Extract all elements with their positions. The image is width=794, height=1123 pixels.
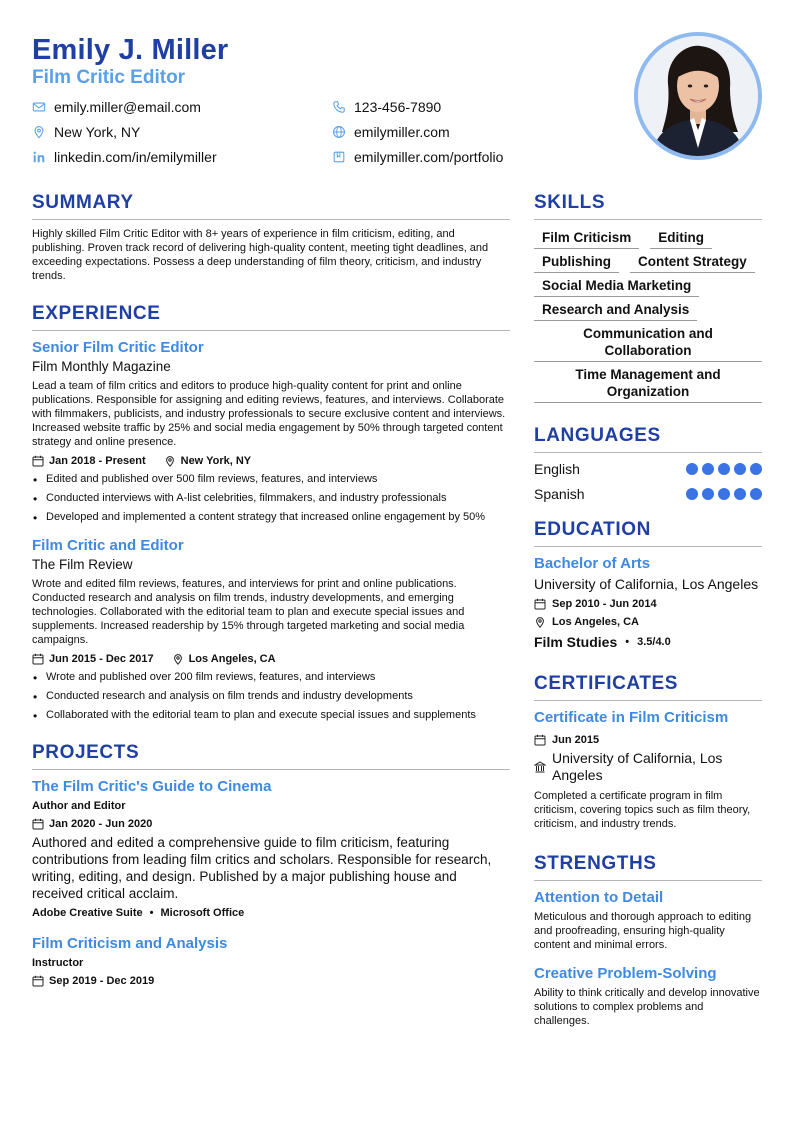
- job-description: Lead a team of film critics and editors to produce high-quality content for print and online publications. Responsible for assigning and editing reviews, features, and interviews. Collaborate with filmmakers, publicists, and industry professionals to secure exclusive content and interviews. Increased website traffic by 25% and social media engagement by 50% through targeted content strategy and online presence.: [32, 380, 506, 448]
- globe-icon: [332, 125, 346, 139]
- job-bullet: • Wrote and published over 200 film reviews, features, and interviews: [32, 670, 510, 684]
- language-name: Spanish: [534, 486, 585, 502]
- language-row: [534, 460, 762, 478]
- strength-description: Ability to think critically and develop innovative solutions to complex problems and challenges.: [534, 987, 760, 1027]
- education-dates-text: Sep 2010 - Jun 2014: [552, 598, 657, 610]
- job-description: Wrote and edited film reviews, features, and interviews for print and online publications. Conducted research and analysis on film trends, industry developments, and emerging technologies. Collaborated with the editorial team to plan and execute special issues and supplements. Increased readership by 15% through targeted marketing and social media campaigns.: [32, 578, 465, 646]
- portfolio-text: emilymiller.com/portfolio: [354, 149, 504, 165]
- certificate-date-text: Jun 2015: [552, 734, 600, 746]
- portrait-image: [638, 36, 758, 156]
- project-description: Authored and edited a comprehensive guide to film criticism, featuring contributions from leading film critics and scholars. Responsible for research, writing, editing, and design. Published by a major publishing house and received critical acclaim.: [32, 835, 492, 901]
- experience-item: [32, 536, 510, 722]
- education-heading: EDUCATION: [534, 517, 762, 547]
- experience-section: [32, 301, 510, 722]
- certificates-heading: CERTIFICATES: [534, 671, 762, 701]
- location-text: New York, NY: [54, 124, 141, 140]
- job-meta: [32, 454, 510, 468]
- linkedin-icon: [32, 150, 46, 164]
- location-pin-icon: [172, 653, 184, 665]
- contact-portfolio[interactable]: [332, 148, 552, 166]
- left-column: [32, 190, 510, 988]
- summary-text: Highly skilled Film Critic Editor with 8+ years of experience in film criticism, editing, and publishing. Proven track record of delivering high-quality content, meeting tight deadlines, and exceeding expectations. Possess a deep understanding of film theory, criticism, and industry trends.: [32, 228, 489, 282]
- mail-icon: [32, 100, 46, 114]
- certificate-title: Certificate in Film Criticism: [534, 709, 729, 726]
- linkedin-text: linkedin.com/in/emilymiller: [54, 149, 217, 165]
- certificate-description: Completed a certificate program in film criticism, covering topics such as film theory, criticism, and industry trends.: [534, 790, 751, 830]
- education-location-text: Los Angeles, CA: [552, 616, 639, 628]
- skill-tag: Editing: [650, 227, 712, 249]
- education-field: Film Studies • 3.5/4.0: [534, 634, 671, 650]
- language-row: [534, 485, 762, 503]
- job-title: Senior Film Critic Editor: [32, 339, 204, 356]
- calendar-icon: [534, 734, 546, 746]
- job-title: Film Critic and Editor: [32, 537, 184, 554]
- field-of-study: Film Studies: [534, 634, 618, 650]
- job-bullet: • Collaborated with the editorial team to plan and execute special issues and supplements: [32, 708, 510, 722]
- project-meta: [32, 817, 510, 831]
- skill-tag: Communication and Collaboration: [534, 323, 762, 362]
- job-meta: [32, 652, 510, 666]
- phone-icon: [332, 100, 346, 114]
- candidate-role: Film Critic Editor: [32, 67, 186, 88]
- job-bullets: [32, 670, 510, 722]
- gpa: 3.5/4.0: [637, 636, 671, 648]
- project-role: Author and Editor: [32, 800, 126, 812]
- skill-tag: Social Media Marketing: [534, 275, 699, 297]
- school-name: University of California, Los Angeles: [534, 576, 759, 592]
- education-section: [534, 517, 762, 651]
- strengths-section: [534, 851, 762, 1028]
- project-item: [32, 777, 510, 920]
- skill-tag: Publishing: [534, 251, 619, 273]
- location-pin-icon: [534, 616, 546, 628]
- job-location: Los Angeles, CA: [188, 653, 276, 665]
- calendar-icon: [32, 455, 44, 467]
- project-title: The Film Critic's Guide to Cinema: [32, 778, 272, 795]
- strength-item: [534, 888, 762, 952]
- certificate-date: [534, 733, 762, 747]
- project-tool: Microsoft Office: [160, 907, 245, 919]
- summary-section: [32, 190, 510, 283]
- certificate-issuer: [534, 750, 762, 784]
- degree-title: Bachelor of Arts: [534, 555, 651, 572]
- strengths-heading: STRENGTHS: [534, 851, 762, 881]
- education-location: [534, 615, 762, 629]
- language-level: [686, 488, 762, 500]
- calendar-icon: [32, 653, 44, 665]
- strength-title: Creative Problem-Solving: [534, 965, 717, 982]
- contact-email[interactable]: [32, 98, 332, 116]
- skill-tag: Time Management and Organization: [534, 364, 762, 403]
- project-role: Instructor: [32, 957, 84, 969]
- skills-heading: SKILLS: [534, 190, 762, 220]
- contact-phone[interactable]: [332, 98, 552, 116]
- contact-list: [32, 98, 552, 166]
- calendar-icon: [534, 598, 546, 610]
- company-name: The Film Review: [32, 557, 133, 572]
- email-text: emily.miller@email.com: [54, 99, 201, 115]
- education-dates: [534, 597, 762, 611]
- contact-linkedin[interactable]: [32, 148, 332, 166]
- candidate-name: Emily J. Miller: [32, 34, 229, 66]
- skill-tag: Film Criticism: [534, 227, 639, 249]
- job-bullet: • Developed and implemented a content strategy that increased online engagement by 50%: [32, 510, 510, 524]
- project-tool: Adobe Creative Suite: [32, 907, 143, 919]
- resume-header: [32, 32, 762, 172]
- languages-heading: LANGUAGES: [534, 423, 762, 453]
- experience-item: [32, 338, 510, 524]
- projects-section: [32, 740, 510, 988]
- job-bullet: • Edited and published over 500 film reviews, features, and interviews: [32, 472, 510, 486]
- calendar-icon: [32, 975, 44, 987]
- website-text: emilymiller.com: [354, 124, 450, 140]
- skill-tag: Research and Analysis: [534, 299, 697, 321]
- experience-heading: EXPERIENCE: [32, 301, 510, 331]
- contact-location: [32, 123, 332, 141]
- summary-heading: SUMMARY: [32, 190, 510, 220]
- contact-website[interactable]: [332, 123, 552, 141]
- institution-icon: [534, 761, 546, 773]
- skills-list: [534, 227, 762, 405]
- location-pin-icon: [164, 455, 176, 467]
- job-bullet: • Conducted interviews with A-list celebrities, filmmakers, and industry professionals: [32, 491, 510, 505]
- strength-description: Meticulous and thorough approach to editing and proofreading, ensuring high-quality content and minimal errors.: [534, 911, 752, 951]
- portfolio-icon: [332, 150, 346, 164]
- certificate-issuer-text: University of California, Los Angeles: [552, 750, 723, 783]
- project-tools: Adobe Creative Suite • Microsoft Office: [32, 907, 245, 919]
- job-dates: Jan 2018 - Present: [49, 455, 146, 467]
- location-pin-icon: [32, 125, 46, 139]
- right-column: [534, 190, 762, 1028]
- project-title: Film Criticism and Analysis: [32, 935, 228, 952]
- job-dates: Jun 2015 - Dec 2017: [49, 653, 154, 665]
- strength-title: Attention to Detail: [534, 889, 664, 906]
- job-bullets: [32, 472, 510, 524]
- project-meta: [32, 974, 510, 988]
- job-location: New York, NY: [180, 455, 252, 467]
- language-name: English: [534, 461, 580, 477]
- profile-photo: [634, 32, 762, 160]
- project-dates: Jan 2020 - Jun 2020: [49, 818, 153, 830]
- job-bullet: • Conducted research and analysis on film trends and industry developments: [32, 689, 510, 703]
- project-dates: Sep 2019 - Dec 2019: [49, 975, 155, 987]
- certificates-section: [534, 671, 762, 831]
- skill-tag: Content Strategy: [630, 251, 755, 273]
- phone-text: 123-456-7890: [354, 99, 442, 115]
- calendar-icon: [32, 818, 44, 830]
- language-level: [686, 463, 762, 475]
- company-name: Film Monthly Magazine: [32, 359, 171, 374]
- projects-heading: PROJECTS: [32, 740, 510, 770]
- strength-item: [534, 964, 762, 1028]
- languages-section: [534, 423, 762, 503]
- skills-section: [534, 190, 762, 405]
- project-item: [32, 934, 510, 988]
